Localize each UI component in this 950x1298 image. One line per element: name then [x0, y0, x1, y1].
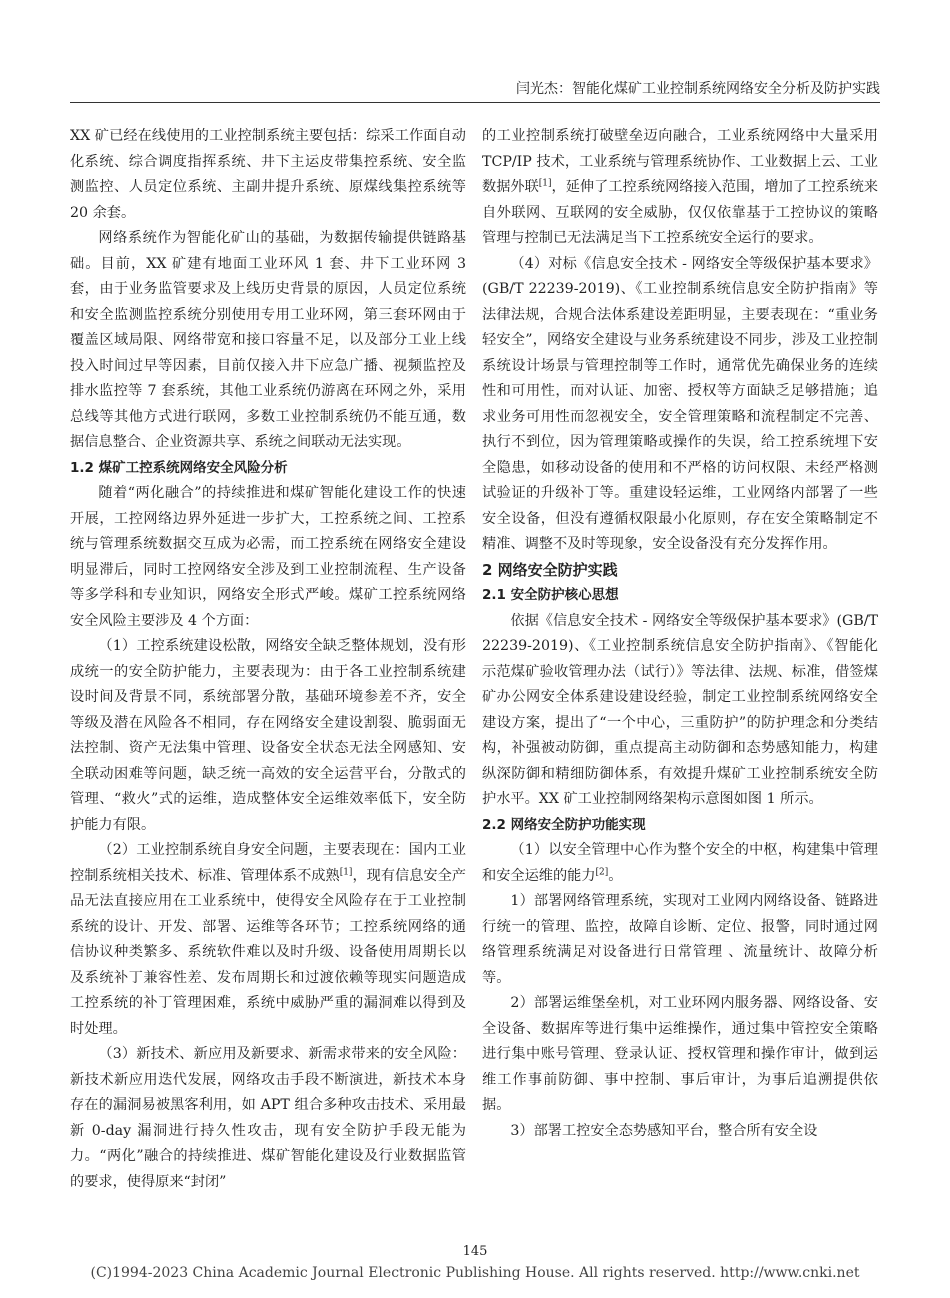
- text-run: （2）工业控制系统自身安全问题，主要表现在：国内工业控制系统相关技术、标准、管理体系不成熟: [70, 842, 466, 884]
- right-column: [482, 124, 878, 1144]
- paragraph: 依据《信息安全技术 - 网络安全等级保护基本要求》(GB/T 22239-2019)、《工业控制系统信息安全防护指南》、《智能化示范煤矿验收管理办法（试行）》等法律、法规、标准，借签煤矿办公网安全体系建设建设经验，制定工业控制系统网络安全建设方案，提出了“一个中心，三重防护”的防护理念和分类结构，补强被动防御，重点提高主动防御和态势感知能力，构建纵深防御和精细防御体系，有效提升煤矿工业控制系统安全防护水平。XX 矿工业控制网络架构示意图如图 1 所示。: [482, 612, 878, 807]
- section-heading-2-1: 2.1 安全防护核心思想: [482, 587, 619, 603]
- section-heading-2: 2 网络安全防护实践: [482, 560, 618, 579]
- paragraph: [70, 838, 466, 1042]
- section-heading-2-2: 2.2 网络安全防护功能实现: [482, 816, 646, 833]
- text-run: ，延伸了工控系统网络接入范围，增加了工控系统来自外联网、互联网的安全威胁，仅仅依靠基于工控协议的策略管理与控制已无法满足当下工控系统安全运行的要求。: [482, 179, 878, 246]
- paragraph: [482, 838, 878, 889]
- citation[interactable]: [1]: [339, 866, 353, 877]
- header-divider: [70, 102, 880, 103]
- paragraph: 随着“两化融合”的持续推进和煤矿智能化建设工作的快速开展，工控网络边界外延进一步扩大，工控系统之间、工控系统与管理系统数据交互成为必需，而工控系统在网络安全建设明显滞后，同时工控网络安全涉及到工业控制流程、生产设备等多学科和专业知识，网络安全形式严峻。煤矿工控系统网络安全风险主要涉及 4 个方面：: [70, 485, 466, 629]
- paragraph: XX 矿已经在线使用的工业控制系统主要包括：综采工作面自动化系统、综合调度指挥系统、井下主运皮带集控系统、安全监测监控、人员定位系统、主副井提升系统、原煤线集控系统等 20 余套。: [70, 128, 466, 221]
- paragraph: 1）部署网络管理系统，实现对工业网内网络设备、链路进行统一的管理、监控，故障自诊断、定位、报警，同时通过网络管理系统满足对设备进行日常管理 、流量统计、故障分析等。: [482, 893, 878, 986]
- section-heading-1-2: 1.2 煤矿工控系统网络安全风险分析: [70, 459, 288, 476]
- paragraph: （3）新技术、新应用及新要求、新需求带来的安全风险：新技术新应用迭代发展，网络攻击手段不断演进，新技术本身存在的漏洞易被黑客利用，如 APT 组合多种攻击技术、采用最新 0-day 漏洞进行持久性攻击，现有安全防护手段无能为力。“两化”融合的持续推进、煤矿智能化建设及行业数据监管的要求，使得原来“封闭”: [70, 1046, 466, 1190]
- left-column: [70, 124, 466, 1195]
- paragraph: [482, 124, 878, 252]
- paragraph: （1）工控系统建设松散，网络安全缺乏整体规划，没有形成统一的安全防护能力，主要表现为：由于各工业控制系统建设时间及背景不同，系统部署分散，基础环境参差不齐，安全等级及潜在风险各不相同，存在网络安全建设割裂、脆弱面无法控制、资产无法集中管理、设备安全状态无法全网感知、安全联动困难等问题，缺乏统一高效的安全运营平台，分散式的管理、“救火”式的运维，造成整体安全运维效率低下，安全防护能力有限。: [70, 638, 466, 833]
- text-run: ，现有信息安全产品无法直接应用在工业系统中，使得安全风险存在于工业控制系统的设计、开发、部署、运维等各环节；工控系统网络的通信协议种类繁多、系统软件难以及时升级、设备使用周期长以及系统补丁兼容性差、发布周期长和过渡依赖等现实问题造成工控系统的补丁管理困难，系统中威胁严重的漏洞难以得到及时处理。: [70, 867, 466, 1037]
- text-run: 的工业控制系统打破壁垒迈向融合，工业系统网络中大量采用 TCP/IP 技术，工业系统与管理系统协作、工业数据上云、工业数据外联: [482, 128, 878, 195]
- paragraph: （4）对标《信息安全技术 - 网络安全等级保护基本要求》(GB/T 22239-2019)、《工业控制系统信息安全防护指南》等法律法规，合规合法体系建设差距明显，主要表现在：“重业务轻安全”，网络安全建设与业务系统建设不同步，涉及工业控制系统设计场景与管理控制等工作时，通常优先确保业务的连续性和可用性，而对认证、加密、授权等方面缺乏足够措施；追求业务可用性而忽视安全，安全管理策略和流程制定不完善、执行不到位，因为管理策略或操作的失误，给工控系统埋下安全隐患，如移动设备的使用和不严格的访问权限、未经严格测试验证的升级补丁等。重建设轻运维，工业网络内部署了一些安全设备，但没有遵循权限最小化原则，存在安全策略制定不精准、调整不及时等现象，安全设备没有充分发挥作用。: [482, 255, 878, 552]
- text-run: （1）以安全管理中心作为整个安全的中枢，构建集中管理和安全运维的能力: [482, 842, 878, 884]
- text-run: 。: [608, 867, 623, 884]
- copyright-notice: (C)1994-2023 China Academic Journal Electronic Publishing House. All rights reserved. http://www.cnki.net: [90, 1265, 860, 1281]
- page-number: 145: [462, 1244, 488, 1259]
- running-header: [70, 80, 880, 98]
- citation[interactable]: [2]: [595, 866, 609, 877]
- citation[interactable]: [1]: [538, 178, 552, 189]
- paragraph: 2）部署运维堡垒机，对工业环网内服务器、网络设备、安全设备、数据库等进行集中运维操作，通过集中管控安全策略进行集中账号管理、登录认证、授权管理和操作审计，做到运维工作事前防御、事中控制、事后审计，为事后追溯提供依据。: [482, 995, 878, 1113]
- running-title: 闫光杰：智能化煤矿工业控制系统网络安全分析及防护实践: [516, 81, 880, 97]
- paragraph: 网络系统作为智能化矿山的基础，为数据传输提供链路基础。目前，XX 矿建有地面工业环风 1 套、井下工业环网 3 套，由于业务监管要求及上线历史背景的原因，人员定位系统和安全监测监控系统分别使用专用工业环网，第三套环网由于覆盖区域局限、网络带宽和接口容量不足，以及部分工业上线投入时间过早等因素，目前仅接入井下应急广播、视频监控及排水监控等 7 套系统，其他工业系统仍游离在环网之外，采用总线等其他方式进行联网，多数工业控制系统仍不能互通，数据信息整合、企业资源共享、系统之间联动无法实现。: [70, 230, 466, 450]
- paragraph: 3）部署工控安全态势感知平台，整合所有安全设: [510, 1122, 818, 1139]
